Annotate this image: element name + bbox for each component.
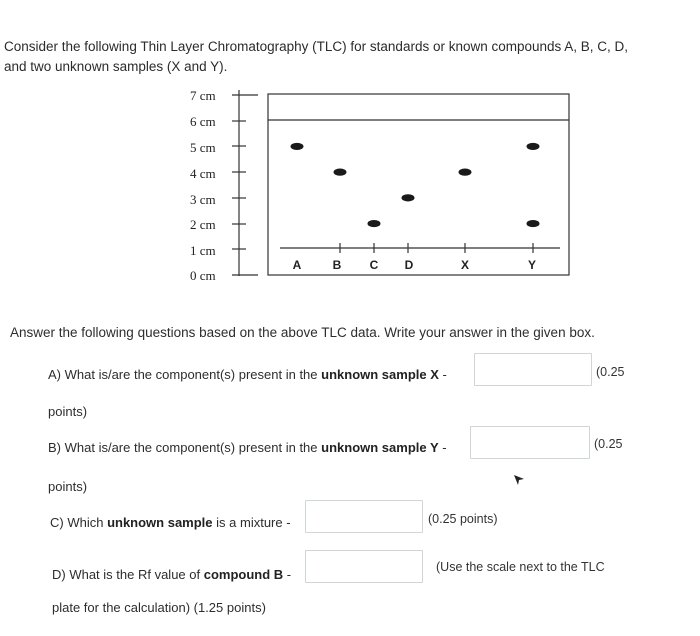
scale-label-0cm: 0 cm xyxy=(190,268,216,283)
question-b-bold: unknown sample Y xyxy=(321,440,439,455)
answer-d-input[interactable] xyxy=(305,550,423,583)
scale-label-4cm: 4 cm xyxy=(190,166,216,181)
spot-y-6 xyxy=(527,220,540,227)
scale-label-7cm: 7 cm xyxy=(190,88,216,103)
question-b xyxy=(48,440,447,455)
spot-x-4 xyxy=(459,169,472,176)
question-d xyxy=(52,567,291,582)
lane-label-y: Y xyxy=(527,258,537,272)
scale-label-6cm: 6 cm xyxy=(190,114,216,129)
question-b-dash: - xyxy=(438,440,447,455)
answer-b-input[interactable] xyxy=(470,426,590,459)
question-a-dash: - xyxy=(438,367,447,382)
question-d-dash: - xyxy=(283,567,292,582)
scale-label-2cm: 2 cm xyxy=(190,217,216,232)
intro-line-1: Consider the following Thin Layer Chromatography (TLC) for standards or known compounds A, B, C, D, xyxy=(4,39,629,54)
question-c-bold: unknown sample xyxy=(107,515,213,530)
cursor-arrow-icon xyxy=(512,473,526,487)
question-d-wrap: plate for the calculation) (1.25 points) xyxy=(52,600,266,615)
question-a-bold: unknown sample X xyxy=(321,367,439,382)
question-c-points: (0.25 points) xyxy=(428,512,498,526)
spot-c-2 xyxy=(368,220,381,227)
intro-line-2: and two unknown samples (X and Y). xyxy=(4,59,228,74)
question-d-note: (Use the scale next to the TLC xyxy=(436,560,605,574)
question-b-text: B) What is/are the component(s) present in the xyxy=(48,440,322,455)
question-c-text: C) Which xyxy=(50,515,108,530)
spot-d-3 xyxy=(402,194,415,201)
lane-label-x: X xyxy=(460,258,470,272)
lane-label-b: B xyxy=(332,258,342,272)
instructions: Answer the following questions based on the above TLC data. Write your answer in the given box. xyxy=(10,325,595,340)
answer-a-input[interactable] xyxy=(474,353,592,386)
question-a-points-wrap: points) xyxy=(48,404,88,419)
spot-a-0 xyxy=(291,143,304,150)
lane-label-a: A xyxy=(292,258,302,272)
question-b-points: (0.25 xyxy=(594,437,623,451)
scale-label-5cm: 5 cm xyxy=(190,140,216,155)
scale-label-3cm: 3 cm xyxy=(190,192,216,207)
answer-c-input[interactable] xyxy=(305,500,423,533)
question-c-dash: is a mixture - xyxy=(212,515,291,530)
scale-label-1cm: 1 cm xyxy=(190,243,216,258)
tlc-diagram xyxy=(0,0,700,300)
question-d-text: D) What is the Rf value of xyxy=(52,567,204,582)
question-b-points-wrap: points) xyxy=(48,479,88,494)
question-a-points: (0.25 xyxy=(596,365,625,379)
lane-label-d: D xyxy=(404,258,414,272)
question-d-bold: compound B xyxy=(203,567,284,582)
question-a xyxy=(48,367,447,382)
question-c xyxy=(50,515,291,530)
lane-label-c: C xyxy=(369,258,379,272)
question-a-text: A) What is/are the component(s) present in the xyxy=(48,367,322,382)
spot-b-1 xyxy=(334,169,347,176)
spot-y-5 xyxy=(527,143,540,150)
